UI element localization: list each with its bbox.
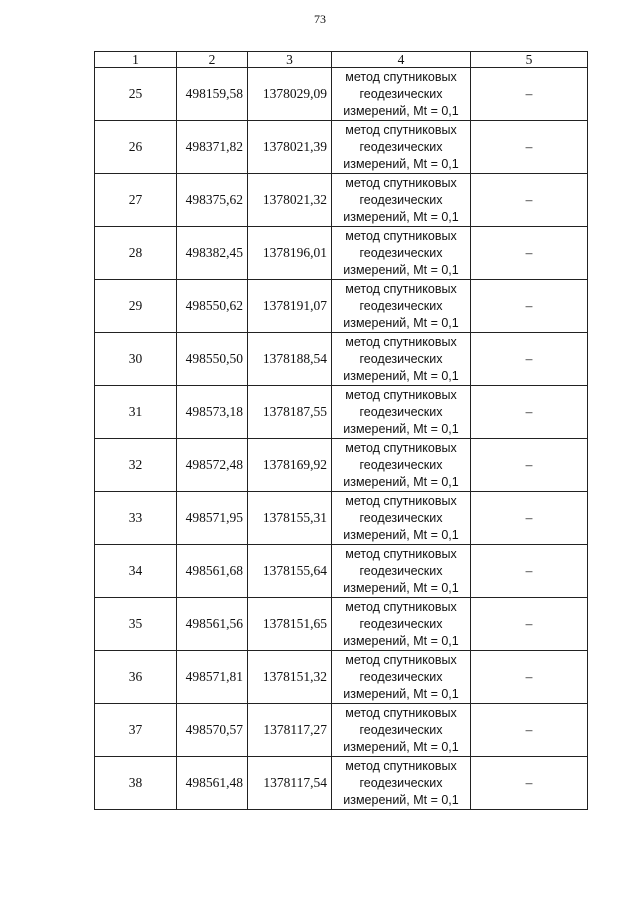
y-coordinate-cell: 1378021,32 [248,174,332,227]
point-number-cell: 33 [95,492,177,545]
table-row [95,651,588,704]
method-text-line: измерений, Mt = 0,1 [343,209,459,224]
x-coordinate-cell: 498561,68 [177,545,248,598]
method-cell [332,333,471,386]
y-coordinate-cell: 1378021,39 [248,121,332,174]
method-text-line: метод спутниковых [345,228,457,243]
note-cell: – [471,280,588,333]
method-text-line: метод спутниковых [345,334,457,349]
method-cell [332,545,471,598]
method-text-line: геодезических [359,139,443,154]
note-cell: – [471,174,588,227]
method-text-line: метод спутниковых [345,122,457,137]
x-coordinate-cell: 498571,81 [177,651,248,704]
method-text-line: геодезических [359,457,443,472]
note-cell: – [471,651,588,704]
method-text-line: измерений, Mt = 0,1 [343,792,459,807]
x-coordinate-cell: 498573,18 [177,386,248,439]
x-coordinate-cell: 498572,48 [177,439,248,492]
point-number-cell: 38 [95,757,177,810]
method-text-line: метод спутниковых [345,652,457,667]
x-coordinate-cell: 498371,82 [177,121,248,174]
method-text-line: геодезических [359,298,443,313]
y-coordinate-cell: 1378117,27 [248,704,332,757]
method-text-line: измерений, Mt = 0,1 [343,633,459,648]
table-row [95,280,588,333]
table-header [95,52,588,68]
point-number-cell: 26 [95,121,177,174]
note-cell: – [471,68,588,121]
method-text-line: геодезических [359,563,443,578]
method-cell [332,598,471,651]
method-text-line: геодезических [359,669,443,684]
table-row [95,68,588,121]
x-coordinate-cell: 498550,50 [177,333,248,386]
method-cell [332,386,471,439]
method-text-line: измерений, Mt = 0,1 [343,368,459,383]
table-row [95,757,588,810]
page-number: 73 [314,12,326,26]
point-number-cell: 31 [95,386,177,439]
method-cell [332,492,471,545]
table-row [95,492,588,545]
method-text-line: измерений, Mt = 0,1 [343,421,459,436]
point-number-cell: 25 [95,68,177,121]
x-coordinate-cell: 498561,48 [177,757,248,810]
method-text-line: геодезических [359,245,443,260]
method-cell [332,68,471,121]
method-text-line: метод спутниковых [345,175,457,190]
method-text-line: измерений, Mt = 0,1 [343,315,459,330]
x-coordinate-cell: 498159,58 [177,68,248,121]
point-number-cell: 30 [95,333,177,386]
method-text-line: измерений, Mt = 0,1 [343,103,459,118]
y-coordinate-cell: 1378029,09 [248,68,332,121]
method-text-line: измерений, Mt = 0,1 [343,739,459,754]
method-text-line: измерений, Mt = 0,1 [343,527,459,542]
point-number-cell: 34 [95,545,177,598]
column-header-3: 3 [248,52,332,68]
note-cell: – [471,757,588,810]
method-cell [332,280,471,333]
x-coordinate-cell: 498550,62 [177,280,248,333]
note-cell: – [471,227,588,280]
y-coordinate-cell: 1378151,65 [248,598,332,651]
y-coordinate-cell: 1378155,64 [248,545,332,598]
method-text-line: геодезических [359,192,443,207]
note-cell: – [471,386,588,439]
method-text-line: геодезических [359,404,443,419]
column-header-2: 2 [177,52,248,68]
x-coordinate-cell: 498382,45 [177,227,248,280]
table-row [95,545,588,598]
note-cell: – [471,439,588,492]
point-number-cell: 32 [95,439,177,492]
table-row [95,121,588,174]
method-text-line: метод спутниковых [345,493,457,508]
method-text-line: измерений, Mt = 0,1 [343,686,459,701]
column-header-4: 4 [332,52,471,68]
table-row [95,439,588,492]
table-row [95,174,588,227]
method-text-line: метод спутниковых [345,705,457,720]
method-text-line: измерений, Mt = 0,1 [343,156,459,171]
coordinates-table [94,51,588,810]
method-cell [332,439,471,492]
y-coordinate-cell: 1378155,31 [248,492,332,545]
method-text-line: метод спутниковых [345,599,457,614]
note-cell: – [471,121,588,174]
method-cell [332,227,471,280]
column-header-5: 5 [471,52,588,68]
method-cell [332,757,471,810]
point-number-cell: 37 [95,704,177,757]
method-text-line: измерений, Mt = 0,1 [343,262,459,277]
table-row [95,704,588,757]
method-text-line: измерений, Mt = 0,1 [343,474,459,489]
method-text-line: метод спутниковых [345,69,457,84]
y-coordinate-cell: 1378169,92 [248,439,332,492]
y-coordinate-cell: 1378151,32 [248,651,332,704]
y-coordinate-cell: 1378196,01 [248,227,332,280]
point-number-cell: 35 [95,598,177,651]
y-coordinate-cell: 1378187,55 [248,386,332,439]
method-text-line: геодезических [359,351,443,366]
method-text-line: измерений, Mt = 0,1 [343,580,459,595]
table-row [95,386,588,439]
x-coordinate-cell: 498571,95 [177,492,248,545]
method-cell [332,704,471,757]
method-text-line: метод спутниковых [345,758,457,773]
method-cell [332,174,471,227]
method-text-line: метод спутниковых [345,387,457,402]
point-number-cell: 27 [95,174,177,227]
table-row [95,598,588,651]
y-coordinate-cell: 1378188,54 [248,333,332,386]
note-cell: – [471,598,588,651]
point-number-cell: 36 [95,651,177,704]
note-cell: – [471,704,588,757]
note-cell: – [471,545,588,598]
y-coordinate-cell: 1378117,54 [248,757,332,810]
header-row [95,52,588,68]
method-cell [332,121,471,174]
point-number-cell: 28 [95,227,177,280]
method-text-line: метод спутниковых [345,440,457,455]
y-coordinate-cell: 1378191,07 [248,280,332,333]
method-text-line: геодезических [359,775,443,790]
table-body [95,68,588,810]
method-text-line: метод спутниковых [345,546,457,561]
column-header-1: 1 [95,52,177,68]
x-coordinate-cell: 498570,57 [177,704,248,757]
table-row [95,227,588,280]
note-cell: – [471,492,588,545]
method-text-line: геодезических [359,722,443,737]
note-cell: – [471,333,588,386]
x-coordinate-cell: 498561,56 [177,598,248,651]
method-cell [332,651,471,704]
point-number-cell: 29 [95,280,177,333]
table-row [95,333,588,386]
method-text-line: геодезических [359,86,443,101]
method-text-line: геодезических [359,616,443,631]
method-text-line: геодезических [359,510,443,525]
method-text-line: метод спутниковых [345,281,457,296]
x-coordinate-cell: 498375,62 [177,174,248,227]
